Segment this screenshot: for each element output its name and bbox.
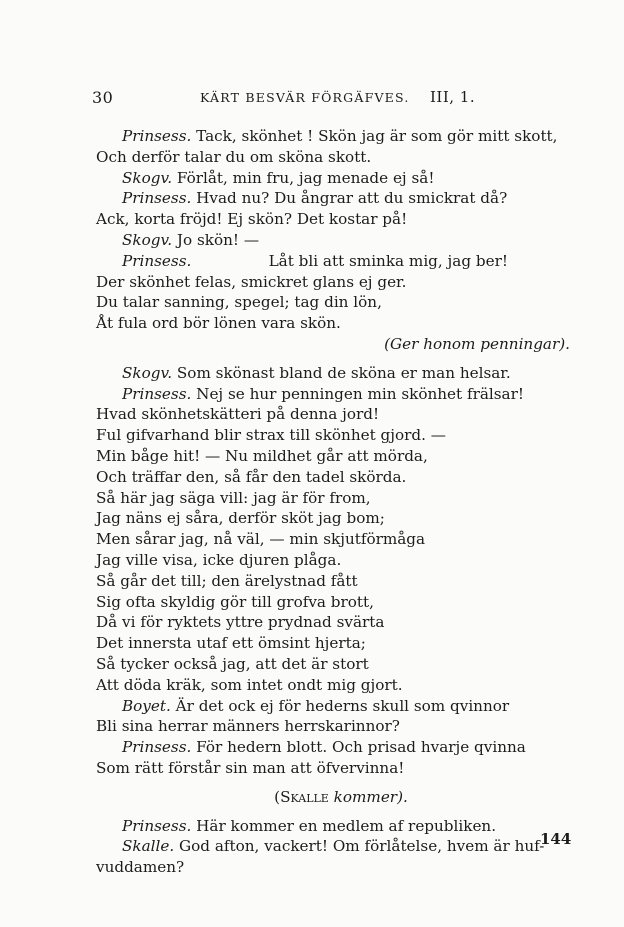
text-line	[96, 737, 586, 758]
dialogue-text: Då vi för ryktets yttre prydnad svärta	[96, 613, 385, 632]
dialogue-text: Och träffar den, så får den tadel skörda.	[96, 467, 407, 486]
text-line	[96, 230, 586, 251]
dialogue-text: Bli sina herrar männers herrskarinnor?	[96, 717, 400, 736]
dialogue-text: Som skönast bland de sköna er man helsar.	[172, 363, 511, 382]
speaker-name: Prinsess.	[122, 189, 192, 208]
dialogue-text: Åt fula ord bör lönen vara skön.	[96, 314, 341, 333]
text-line	[96, 147, 586, 168]
text-line	[96, 384, 586, 405]
dialogue-text: Så går det till; den ärelystnad fått	[96, 571, 358, 590]
text-line	[96, 467, 586, 488]
text-line	[96, 508, 586, 529]
dialogue-text: Ack, korta fröjd! Ej skön? Det kostar på!	[96, 210, 408, 229]
dialogue-text: Är det ock ej för hederns skull som qvinnor	[170, 696, 510, 715]
dialogue-text: Hvad nu? Du ångrar att du smickrat då?	[191, 189, 508, 208]
dialogue-text: Nej se hur penningen min skönhet frälsar!	[191, 384, 524, 403]
dialogue-text: Du talar sanning, spegel; tag din lön,	[96, 293, 382, 312]
dialogue-text: Som rätt förstår sin man att öfvervinna!	[96, 758, 405, 777]
text-line	[96, 446, 586, 467]
text-line	[96, 633, 586, 654]
dialogue-text: Der skönhet felas, smickret glans ej ger.	[96, 272, 407, 291]
speaker-name: Prinsess.	[122, 251, 192, 270]
text-line	[96, 758, 586, 779]
text-line	[96, 592, 586, 613]
text-line	[96, 550, 586, 571]
dialogue-text: God afton, vackert! Om förlåtelse, hvem är huf-	[174, 837, 545, 856]
text-line	[96, 716, 586, 737]
section-number: III, 1.	[430, 88, 476, 106]
text-line	[96, 251, 586, 272]
text-line	[96, 787, 586, 808]
text-line	[96, 168, 586, 189]
dialogue-text: Ful gifvarhand blir strax till skönhet gjord. —	[96, 426, 446, 445]
dialogue-text: För hedern blott. Och prisad hvarje qvinna	[191, 738, 526, 757]
stage-direction: kommer).	[328, 787, 408, 806]
text-line	[96, 272, 586, 293]
text-line	[96, 675, 586, 696]
dialogue-text: Hvad skönhetskätteri på denna jord!	[96, 405, 380, 424]
text-line	[96, 836, 586, 857]
dialogue-text: vuddamen?	[96, 858, 185, 877]
signature-mark: 144	[540, 830, 572, 848]
page-number: 30	[92, 88, 114, 107]
speaker-name: Skogv.	[122, 230, 173, 249]
text-line	[96, 363, 586, 384]
stage-direction: (Ger honom penningar).	[384, 334, 570, 353]
line-gap	[96, 808, 586, 816]
dialogue-text: Så här jag säga vill: jag är för from,	[96, 488, 371, 507]
dialogue-text: Här kommer en medlem af republiken.	[191, 816, 497, 835]
text-line	[96, 654, 586, 675]
text-line	[96, 425, 586, 446]
text-line	[96, 612, 586, 633]
speaker-name: Skogv.	[122, 363, 173, 382]
text-line	[96, 188, 586, 209]
speaker-name: Prinsess.	[122, 127, 192, 145]
dialogue-text: Det innersta utaf ett ömsint hjerta;	[96, 634, 366, 653]
stage-direction-name: (Skalle	[274, 787, 329, 806]
speaker-name: Prinsess.	[122, 816, 192, 835]
dialogue-text: Så tycker också jag, att det är stort	[96, 654, 369, 673]
dialogue-text: Och derför talar du om sköna skott.	[96, 147, 372, 166]
speaker-name: Skalle.	[122, 837, 175, 856]
dialogue-text: Min båge hit! — Nu mildhet går att mörda,	[96, 446, 428, 465]
speaker-name: Boyet.	[122, 696, 171, 715]
line-gap	[96, 779, 586, 787]
text-line	[96, 126, 586, 147]
play-text	[96, 126, 586, 878]
text-line	[96, 404, 586, 425]
text-line	[96, 313, 586, 334]
text-line	[96, 292, 586, 313]
dialogue-text: Att döda kräk, som intet ondt mig gjort.	[96, 675, 403, 694]
dialogue-text: Tack, skönhet ! Skön jag är som gör mitt skott,	[191, 127, 558, 145]
line-gap	[96, 355, 586, 363]
dialogue-text: Låt bli att sminka mig, jag ber!	[191, 251, 508, 270]
text-line	[96, 816, 586, 837]
dialogue-text: Jag ville visa, icke djuren plåga.	[96, 550, 342, 569]
dialogue-text: Jag näns ej såra, derför sköt jag bom;	[96, 509, 385, 528]
text-line	[96, 529, 586, 550]
text-line	[96, 571, 586, 592]
speaker-name: Prinsess.	[122, 738, 192, 757]
dialogue-text: Förlåt, min fru, jag menade ej så!	[172, 168, 435, 187]
dialogue-text: Men sårar jag, nå väl, — min skjutförmåga	[96, 530, 426, 549]
running-title: KÄRT BESVÄR FÖRGÄFVES.	[200, 90, 410, 105]
text-line	[96, 857, 586, 878]
text-line	[96, 696, 586, 717]
dialogue-text: Jo skön! —	[172, 230, 260, 249]
speaker-name: Prinsess.	[122, 384, 192, 403]
speaker-name: Skogv.	[122, 168, 173, 187]
text-line	[96, 334, 586, 355]
text-line	[96, 209, 586, 230]
text-line	[96, 488, 586, 509]
dialogue-text: Sig ofta skyldig gör till grofva brott,	[96, 592, 374, 611]
